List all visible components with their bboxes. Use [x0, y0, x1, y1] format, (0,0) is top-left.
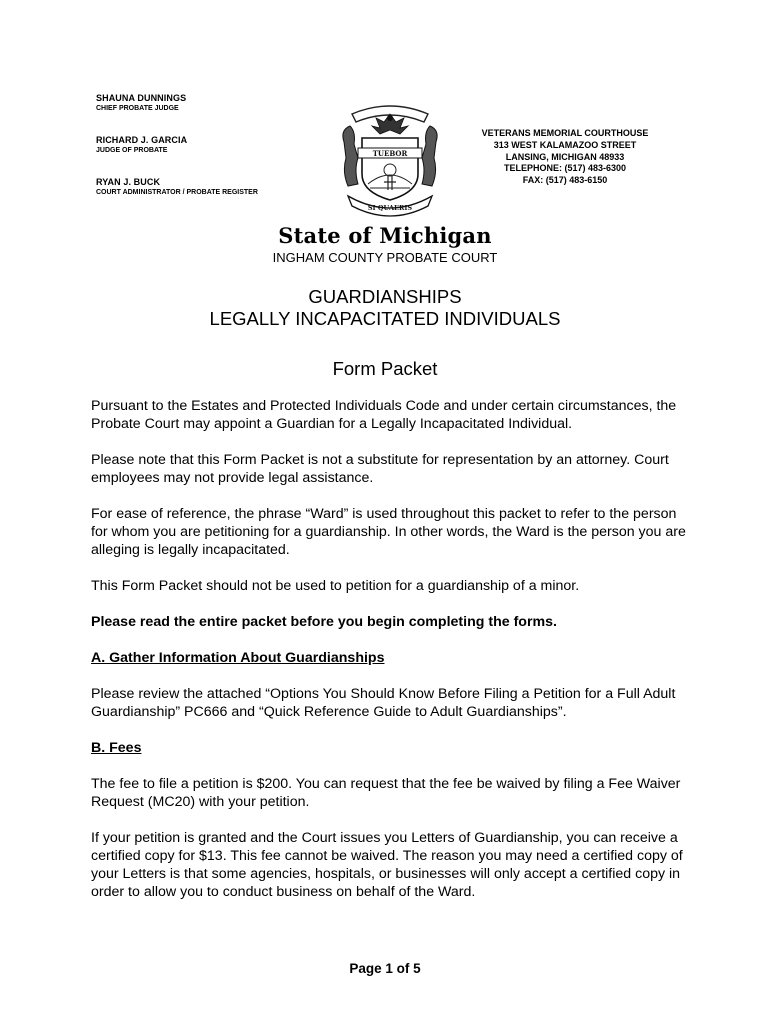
address-telephone: TELEPHONE: (517) 483-6300: [503, 163, 627, 174]
paragraph: Pursuant to the Estates and Protected Individuals Code and under certain circumstances, the Probate Court may appoint a Guardian for a Legally Incapacitated Individual.: [91, 398, 677, 432]
official-name: SHAUNA DUNNINGS: [96, 93, 187, 103]
paragraph: Please review the attached “Options You Should Know Before Filing a Petition for a Full Adult Guardianship” PC666 and “Quick Reference Guide to Adult Guardianships”.: [91, 686, 676, 720]
page-number: Page 1 of 5: [349, 961, 421, 976]
document-body: [91, 397, 691, 919]
official-name: RYAN J. BUCK: [96, 177, 161, 187]
seal-banner-text: TUEBOR: [372, 149, 408, 158]
title-line-2: LEGALLY INCAPACITATED INDIVIDUALS: [209, 308, 561, 329]
paragraph: Please note that this Form Packet is not a substitute for representation by an attorney. Court employees may not provide legal assistance.: [91, 452, 669, 486]
official-entry: [96, 93, 336, 113]
paragraph: The fee to file a petition is $200. You can request that the fee be waived by filing a Fee Waiver Request (MC20) with your petition.: [91, 776, 681, 810]
document-subtitle: Form Packet: [332, 358, 438, 379]
address-line: VETERANS MEMORIAL COURTHOUSE: [481, 128, 649, 138]
address-line: 313 WEST KALAMAZOO STREET: [493, 139, 637, 150]
court-address: [470, 128, 660, 187]
section-heading-b: B. Fees: [91, 740, 142, 756]
michigan-seal-icon: [334, 96, 446, 218]
official-title: CHIEF PROBATE JUDGE: [96, 105, 179, 112]
document-title: [0, 286, 770, 330]
instruction-paragraph: Please read the entire packet before you begin completing the forms.: [91, 614, 557, 630]
officials-list: [96, 93, 336, 219]
paragraph: This Form Packet should not be used to petition for a guardianship of a minor.: [91, 578, 580, 594]
official-entry: [96, 177, 336, 197]
state-title: State of Michigan: [278, 223, 492, 248]
official-title: JUDGE OF PROBATE: [96, 147, 168, 154]
court-name: INGHAM COUNTY PROBATE COURT: [272, 250, 498, 265]
address-fax: FAX: (517) 483-6150: [522, 175, 608, 186]
paragraph: For ease of reference, the phrase “Ward” is used throughout this packet to refer to the person for whom you are petitioning for a guardianship. In other words, the Ward is the person you are alleging is legally incapacitated.: [91, 506, 686, 558]
official-entry: [96, 135, 336, 155]
address-line: LANSING, MICHIGAN 48933: [505, 151, 625, 162]
title-line-1: GUARDIANSHIPS: [308, 286, 462, 307]
official-name: RICHARD J. GARCIA: [96, 135, 188, 145]
section-heading-a: A. Gather Information About Guardianships: [91, 650, 385, 666]
paragraph: If your petition is granted and the Court issues you Letters of Guardianship, you can receive a certified copy for $13. This fee cannot be waived. The reason you may need a certified copy of your Letters is that some agencies, hospitals, or businesses will only accept a certified copy in order to allow you to conduct business on behalf of the Ward.: [91, 830, 683, 900]
official-title: COURT ADMINISTRATOR / PROBATE REGISTER: [96, 189, 258, 196]
seal-ribbon-text: SI QUAERIS: [367, 204, 413, 212]
